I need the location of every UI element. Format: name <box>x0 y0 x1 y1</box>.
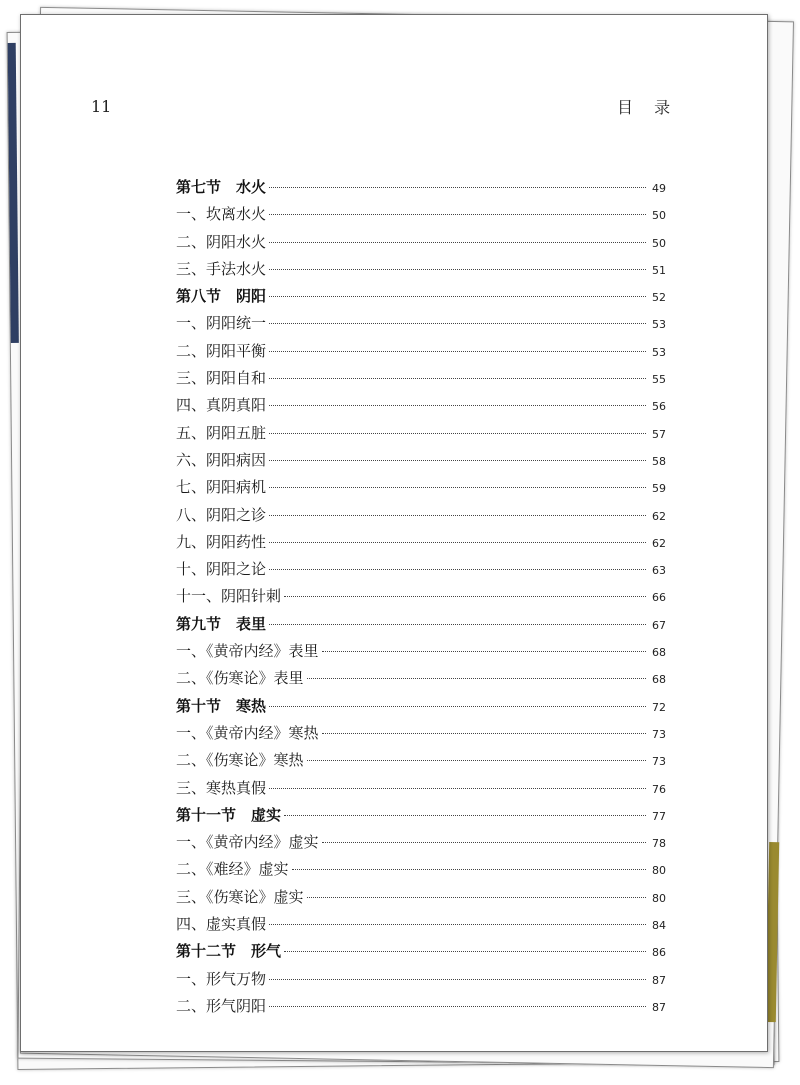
toc-entry-row[interactable] <box>176 256 666 283</box>
dot-leader <box>322 842 646 843</box>
dot-leader <box>269 706 646 707</box>
toc-entry-title: 三、《伤寒论》虚实 <box>176 887 304 906</box>
dot-leader <box>269 323 646 324</box>
running-head: 目 录 <box>617 98 679 117</box>
toc-entry-page: 80 <box>652 891 666 905</box>
toc-entry-row[interactable] <box>176 747 666 774</box>
toc-entry-title: 二、阴阳水火 <box>176 232 267 251</box>
toc-section-row[interactable] <box>176 611 666 638</box>
toc-entry-title: 一、《黄帝内经》表里 <box>176 642 319 661</box>
dot-leader <box>307 897 646 898</box>
dot-leader <box>284 815 646 816</box>
toc-entry-title: 一、阴阳统一 <box>176 314 267 333</box>
toc-entry-title: 第十一节 虚实 <box>176 805 282 824</box>
toc-entry-row[interactable] <box>176 474 666 501</box>
toc-entry-page: 87 <box>652 1000 666 1014</box>
dot-leader <box>322 733 646 734</box>
toc-entry-row[interactable] <box>176 392 666 419</box>
dot-leader <box>269 924 646 925</box>
toc-entry-row[interactable] <box>176 310 666 337</box>
toc-entry-title: 一、《黄帝内经》虚实 <box>176 833 319 852</box>
toc-entry-title: 五、阴阳五脏 <box>176 423 267 442</box>
toc-entry-page: 73 <box>652 727 666 741</box>
dot-leader <box>269 624 646 625</box>
dot-leader <box>269 569 646 570</box>
toc-entry-row[interactable] <box>176 447 666 474</box>
toc-entry-title: 第七节 水火 <box>176 178 267 196</box>
dot-leader <box>269 487 646 488</box>
toc-entry-row[interactable] <box>176 502 666 529</box>
toc-entry-row[interactable] <box>176 338 666 365</box>
toc-entry-title: 七、阴阳病机 <box>176 478 267 497</box>
dot-leader <box>269 1006 646 1007</box>
toc-entry-row[interactable] <box>176 884 666 911</box>
toc-entry-row[interactable] <box>176 529 666 556</box>
toc-entry-page: 86 <box>652 946 666 960</box>
toc-entry-page: 73 <box>652 755 666 769</box>
toc-entry-page: 59 <box>652 482 666 496</box>
dot-leader <box>269 788 646 789</box>
toc-entry-row[interactable] <box>176 829 666 856</box>
toc-entry-page: 76 <box>652 782 666 796</box>
toc-entry-title: 第十节 寒热 <box>176 696 267 715</box>
toc-entry-page: 49 <box>652 182 666 195</box>
dot-leader <box>269 351 646 352</box>
table-of-contents <box>176 174 666 1020</box>
dot-leader <box>284 596 646 597</box>
toc-entry-row[interactable] <box>176 638 666 665</box>
toc-entry-page: 51 <box>652 263 666 277</box>
toc-entry-title: 六、阴阳病因 <box>176 450 267 469</box>
dot-leader <box>307 760 646 761</box>
toc-entry-page: 77 <box>652 809 666 823</box>
toc-entry-page: 50 <box>652 236 666 250</box>
toc-entry-title: 十、阴阳之论 <box>176 560 267 579</box>
dot-leader <box>269 979 646 980</box>
toc-entry-page: 87 <box>652 973 666 987</box>
toc-entry-title: 八、阴阳之诊 <box>176 505 267 524</box>
toc-entry-page: 78 <box>652 837 666 851</box>
toc-entry-row[interactable] <box>176 856 666 883</box>
toc-entry-row[interactable] <box>176 229 666 256</box>
toc-entry-page: 50 <box>652 209 666 223</box>
dot-leader <box>269 242 646 243</box>
dot-leader <box>269 187 646 188</box>
toc-entry-title: 十一、阴阳针刺 <box>176 587 282 606</box>
toc-entry-title: 二、《伤寒论》寒热 <box>176 751 304 770</box>
toc-entry-row[interactable] <box>176 775 666 802</box>
toc-entry-title: 第九节 表里 <box>176 614 267 633</box>
toc-entry-row[interactable] <box>176 583 666 610</box>
toc-entry-page: 84 <box>652 919 666 933</box>
toc-entry-row[interactable] <box>176 556 666 583</box>
toc-entry-title: 一、形气万物 <box>176 969 267 988</box>
toc-entry-title: 三、阴阳自和 <box>176 369 267 388</box>
dot-leader <box>292 869 646 870</box>
toc-entry-row[interactable] <box>176 720 666 747</box>
toc-entry-page: 68 <box>652 646 666 660</box>
toc-entry-title: 二、形气阴阳 <box>176 996 267 1015</box>
dot-leader <box>269 378 646 379</box>
toc-entry-page: 66 <box>652 591 666 605</box>
dot-leader <box>269 296 646 297</box>
toc-entry-row[interactable] <box>176 365 666 392</box>
toc-entry-row[interactable] <box>176 993 666 1020</box>
dot-leader <box>269 460 646 461</box>
toc-entry-title: 四、虚实真假 <box>176 915 267 934</box>
toc-entry-page: 63 <box>652 564 666 578</box>
toc-entry-page: 62 <box>652 509 666 523</box>
toc-entry-title: 二、《难经》虚实 <box>176 860 289 879</box>
toc-entry-row[interactable] <box>176 665 666 692</box>
page-number: 11 <box>91 97 112 116</box>
book-page <box>20 14 768 1052</box>
toc-entry-page: 72 <box>652 700 666 714</box>
dot-leader <box>284 951 646 952</box>
toc-entry-page: 67 <box>652 618 666 632</box>
toc-section-row[interactable] <box>176 174 666 201</box>
toc-entry-page: 56 <box>652 400 666 414</box>
toc-entry-row[interactable] <box>176 201 666 228</box>
toc-entry-page: 62 <box>652 536 666 550</box>
dot-leader <box>269 433 646 434</box>
dot-leader <box>322 651 646 652</box>
dot-leader <box>307 678 646 679</box>
toc-entry-page: 55 <box>652 373 666 387</box>
dot-leader <box>269 405 646 406</box>
dot-leader <box>269 214 646 215</box>
toc-section-row[interactable] <box>176 693 666 720</box>
toc-entry-page: 58 <box>652 454 666 468</box>
toc-entry-title: 三、寒热真假 <box>176 778 267 797</box>
toc-entry-row[interactable] <box>176 420 666 447</box>
toc-entry-title: 三、手法水火 <box>176 259 267 278</box>
toc-entry-title: 九、阴阳药性 <box>176 532 267 551</box>
dot-leader <box>269 269 646 270</box>
toc-entry-row[interactable] <box>176 911 666 938</box>
toc-entry-page: 52 <box>652 291 666 305</box>
toc-section-row[interactable] <box>176 283 666 310</box>
toc-entry-title: 第十二节 形气 <box>176 942 282 961</box>
toc-entry-page: 80 <box>652 864 666 878</box>
toc-entry-title: 二、《伤寒论》表里 <box>176 669 304 688</box>
toc-entry-title: 四、真阴真阳 <box>176 396 267 415</box>
dot-leader <box>269 515 646 516</box>
toc-entry-title: 一、《黄帝内经》寒热 <box>176 723 319 742</box>
toc-entry-title: 一、坎离水火 <box>176 205 267 224</box>
toc-entry-title: 第八节 阴阳 <box>176 287 267 306</box>
toc-section-row[interactable] <box>176 938 666 965</box>
toc-entry-page: 53 <box>652 345 666 359</box>
toc-entry-page: 68 <box>652 673 666 687</box>
toc-entry-page: 57 <box>652 427 666 441</box>
toc-entry-page: 53 <box>652 318 666 332</box>
toc-entry-row[interactable] <box>176 966 666 993</box>
toc-section-row[interactable] <box>176 802 666 829</box>
toc-entry-title: 二、阴阳平衡 <box>176 341 267 360</box>
dot-leader <box>269 542 646 543</box>
